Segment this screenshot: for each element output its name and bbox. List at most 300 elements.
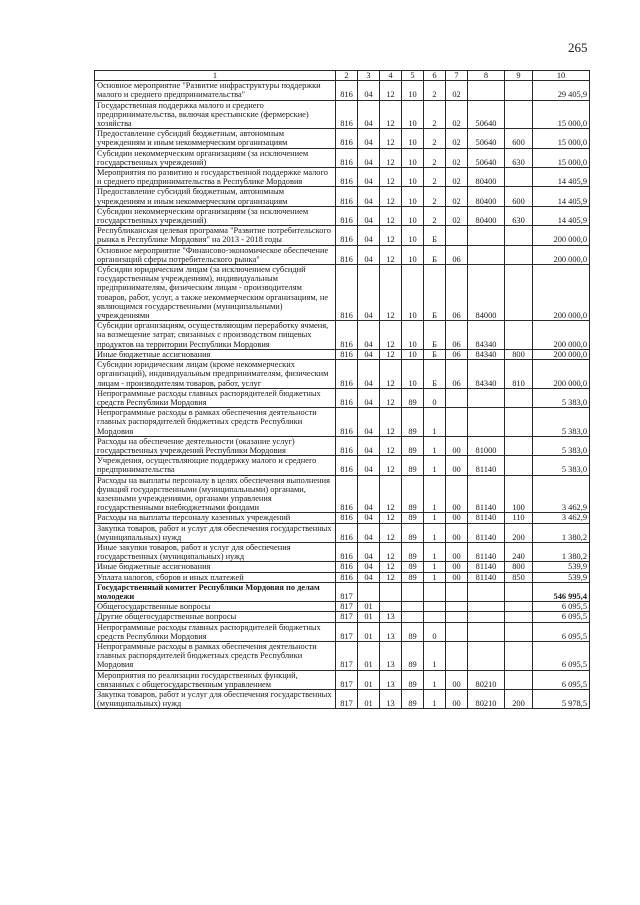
row-code-cell: 04 [358,245,380,264]
row-description: Непрограммные расходы в рамках обеспечения деятельности главных распорядителей бюджетных средств Республики Мордовия [95,641,336,670]
row-code-cell: 600 [505,187,533,206]
row-code-cell: 04 [358,456,380,475]
row-code-cell: 200 [505,690,533,709]
table-row [95,265,590,321]
row-description: Учреждения, осуществляющие поддержку малого и среднего предпринимательства [95,456,336,475]
row-amount: 539,9 [533,572,590,582]
row-amount: 6 095,5 [533,670,590,689]
row-code-cell: Б [424,349,446,359]
table-row [95,408,590,437]
column-header: 1 [95,71,336,81]
row-amount: 6 095,5 [533,612,590,622]
row-description: Субсидии организациям, осуществляющим переработку ячменя, на возмещение затрат, связанных с производством пищевых продуктов на территории Республики Мордовия [95,321,336,350]
row-description: Иные бюджетные ассигнования [95,562,336,572]
table-row [95,321,590,350]
row-code-cell: 04 [358,572,380,582]
row-code-cell: 816 [336,187,358,206]
row-code-cell: 80400 [468,187,505,206]
row-code-cell: 04 [358,206,380,225]
row-code-cell: 50640 [468,129,505,148]
row-code-cell [468,612,505,622]
row-code-cell [446,612,468,622]
row-code-cell: 10 [402,81,424,100]
row-code-cell: 12 [380,562,402,572]
row-description: Закупка товаров, работ и услуг для обеспечения государственных (муниципальных) нужд [95,523,336,542]
row-code-cell: 89 [402,690,424,709]
row-amount: 14 405,9 [533,168,590,187]
row-amount: 200 000,0 [533,360,590,389]
row-code-cell [505,100,533,129]
row-code-cell: 13 [380,622,402,641]
row-code-cell: 04 [358,475,380,513]
table-row [95,349,590,359]
row-code-cell [402,582,424,601]
row-code-cell [505,388,533,407]
row-code-cell: 1 [424,436,446,455]
table-row [95,641,590,670]
row-code-cell [505,456,533,475]
row-code-cell: 2 [424,129,446,148]
column-header: 5 [402,71,424,81]
row-code-cell: 816 [336,562,358,572]
row-code-cell [468,622,505,641]
row-code-cell: 06 [446,360,468,389]
row-code-cell: 12 [380,436,402,455]
row-description: Расходы на выплаты персоналу в целях обеспечения выполнения функций государственными (муниципальными) органами, казенными учреждениями, органами управления государственными внебюджетными фондами [95,475,336,513]
table-row [95,168,590,187]
table-row [95,475,590,513]
page-number: 265 [568,40,588,55]
row-code-cell: 817 [336,641,358,670]
table-row [95,245,590,264]
row-code-cell: 01 [358,670,380,689]
column-header: 4 [380,71,402,81]
row-description: Другие общегосударственные вопросы [95,612,336,622]
row-code-cell: Б [424,321,446,350]
row-code-cell: 00 [446,572,468,582]
row-code-cell: 0 [424,622,446,641]
row-code-cell [468,582,505,601]
row-code-cell: 04 [358,513,380,523]
row-code-cell: 1 [424,641,446,670]
row-amount: 1 380,2 [533,542,590,561]
row-code-cell: 10 [402,226,424,245]
row-amount: 539,9 [533,562,590,572]
table-row [95,388,590,407]
row-code-cell: Б [424,265,446,321]
table-header-row [95,71,590,81]
row-description: Уплата налогов, сборов и иных платежей [95,572,336,582]
row-code-cell: 816 [336,129,358,148]
row-code-cell: 81140 [468,542,505,561]
row-amount: 29 405,9 [533,81,590,100]
row-code-cell: 1 [424,670,446,689]
row-code-cell: 2 [424,100,446,129]
column-header: 8 [468,71,505,81]
table-row [95,582,590,601]
row-code-cell: 816 [336,245,358,264]
row-description: Предоставление субсидий бюджетным, автономным учреждениям и иным некоммерческим организациям [95,129,336,148]
table-row [95,513,590,523]
row-code-cell: 12 [380,360,402,389]
row-code-cell: 89 [402,641,424,670]
row-code-cell: 02 [446,81,468,100]
row-code-cell: 817 [336,670,358,689]
row-code-cell: 12 [380,129,402,148]
row-code-cell: 810 [505,360,533,389]
row-code-cell: 817 [336,622,358,641]
row-code-cell: 04 [358,408,380,437]
row-code-cell: 89 [402,475,424,513]
row-code-cell [505,408,533,437]
row-code-cell: 1 [424,475,446,513]
table-row [95,456,590,475]
row-code-cell: 1 [424,523,446,542]
row-code-cell: 2 [424,148,446,167]
row-code-cell: 12 [380,349,402,359]
row-code-cell: 00 [446,670,468,689]
row-code-cell: 12 [380,321,402,350]
row-code-cell: 01 [358,641,380,670]
row-code-cell: 01 [358,690,380,709]
row-code-cell: 04 [358,321,380,350]
row-code-cell: 1 [424,456,446,475]
row-code-cell: 12 [380,513,402,523]
row-amount: 200 000,0 [533,265,590,321]
row-code-cell: 04 [358,523,380,542]
row-code-cell: 816 [336,226,358,245]
row-code-cell: 50640 [468,148,505,167]
row-code-cell: 00 [446,513,468,523]
row-code-cell: 816 [336,148,358,167]
column-header: 6 [424,71,446,81]
row-code-cell: 80210 [468,690,505,709]
row-code-cell: 81000 [468,436,505,455]
row-code-cell: 84000 [468,265,505,321]
row-amount: 6 095,5 [533,641,590,670]
row-code-cell: 600 [505,129,533,148]
table-row [95,622,590,641]
table-row [95,226,590,245]
row-amount: 5 383,0 [533,436,590,455]
row-code-cell: 06 [446,245,468,264]
row-code-cell: 12 [380,187,402,206]
row-code-cell [446,388,468,407]
row-code-cell: 89 [402,670,424,689]
row-code-cell: 816 [336,475,358,513]
table-row [95,81,590,100]
column-header: 9 [505,71,533,81]
row-code-cell: 89 [402,523,424,542]
row-code-cell: 04 [358,360,380,389]
row-code-cell: 816 [336,168,358,187]
row-code-cell [446,582,468,601]
row-code-cell: 1 [424,572,446,582]
row-code-cell: 04 [358,226,380,245]
row-code-cell: 1 [424,690,446,709]
table-row [95,148,590,167]
row-code-cell: 02 [446,100,468,129]
row-code-cell [505,226,533,245]
row-code-cell: 04 [358,349,380,359]
row-code-cell [468,388,505,407]
row-code-cell: 06 [446,349,468,359]
row-code-cell: 630 [505,206,533,225]
row-code-cell [402,602,424,612]
row-description: Субсидии некоммерческим организациям (за исключением государственных учреждений) [95,206,336,225]
row-code-cell: 81140 [468,523,505,542]
row-code-cell: 10 [402,206,424,225]
row-code-cell [446,408,468,437]
row-amount: 15 000,0 [533,100,590,129]
row-code-cell: 630 [505,148,533,167]
row-code-cell: 81140 [468,572,505,582]
row-code-cell: 10 [402,168,424,187]
row-code-cell: 12 [380,100,402,129]
row-code-cell: 84340 [468,360,505,389]
row-description: Предоставление субсидий бюджетным, автономным учреждениям и иным некоммерческим организациям [95,187,336,206]
row-amount: 15 000,0 [533,129,590,148]
row-code-cell [468,245,505,264]
table-body [95,71,590,709]
row-code-cell: 10 [402,129,424,148]
row-code-cell: 1 [424,542,446,561]
row-amount: 5 383,0 [533,456,590,475]
row-code-cell: 816 [336,436,358,455]
row-code-cell: 80210 [468,670,505,689]
row-code-cell: 13 [380,690,402,709]
table-row [95,436,590,455]
row-code-cell [505,612,533,622]
row-code-cell [446,226,468,245]
row-code-cell: 81140 [468,513,505,523]
row-code-cell: 02 [446,148,468,167]
row-code-cell: 89 [402,513,424,523]
row-code-cell: 89 [402,436,424,455]
row-code-cell: 06 [446,265,468,321]
row-code-cell: 817 [336,602,358,612]
row-amount: 200 000,0 [533,321,590,350]
row-description: Непрограммные расходы главных распорядителей бюджетных средств Республики Мордовия [95,622,336,641]
row-code-cell [424,602,446,612]
row-code-cell [505,168,533,187]
row-amount: 546 995,4 [533,582,590,601]
row-code-cell: 89 [402,456,424,475]
row-description: Расходы на выплаты персоналу казенных учреждений [95,513,336,523]
row-code-cell [446,602,468,612]
row-code-cell: 816 [336,100,358,129]
row-code-cell: 04 [358,562,380,572]
row-amount: 14 405,9 [533,206,590,225]
row-code-cell: 10 [402,360,424,389]
row-description: Мероприятия по реализации государственных функций, связанных с общегосударственным управлением [95,670,336,689]
row-code-cell: 1 [424,513,446,523]
row-code-cell: 00 [446,475,468,513]
row-code-cell: 800 [505,349,533,359]
row-code-cell: 80400 [468,206,505,225]
row-code-cell: 04 [358,100,380,129]
row-code-cell: 89 [402,408,424,437]
row-amount: 14 405,9 [533,187,590,206]
row-amount: 15 000,0 [533,148,590,167]
row-code-cell [446,641,468,670]
row-code-cell: 02 [446,187,468,206]
row-code-cell: 04 [358,168,380,187]
row-description: Государственная поддержка малого и среднего предпринимательства, включая крестьянские (фермерские) хозяйства [95,100,336,129]
row-code-cell: 89 [402,622,424,641]
row-code-cell: 10 [402,100,424,129]
row-code-cell: 10 [402,187,424,206]
row-code-cell: 12 [380,206,402,225]
table-row [95,572,590,582]
row-code-cell: 100 [505,475,533,513]
row-code-cell: 800 [505,562,533,572]
table-row [95,542,590,561]
row-code-cell [505,321,533,350]
table-row [95,206,590,225]
row-code-cell: Б [424,226,446,245]
row-code-cell: 10 [402,321,424,350]
row-code-cell: 81140 [468,475,505,513]
row-code-cell: 816 [336,572,358,582]
row-code-cell: 12 [380,542,402,561]
table-row [95,360,590,389]
table-row [95,670,590,689]
row-code-cell: 04 [358,187,380,206]
row-code-cell: 04 [358,265,380,321]
row-code-cell: 816 [336,408,358,437]
row-code-cell: 13 [380,670,402,689]
row-code-cell: 89 [402,388,424,407]
budget-table [94,70,590,709]
row-code-cell: 02 [446,206,468,225]
row-code-cell: 816 [336,388,358,407]
table-row [95,612,590,622]
row-code-cell [468,226,505,245]
row-code-cell: 817 [336,582,358,601]
row-code-cell: 02 [446,129,468,148]
row-code-cell [505,602,533,612]
row-code-cell: 2 [424,206,446,225]
row-code-cell: 10 [402,245,424,264]
row-code-cell [468,602,505,612]
row-code-cell: 00 [446,456,468,475]
row-code-cell [505,81,533,100]
row-code-cell: 816 [336,360,358,389]
row-code-cell: 12 [380,148,402,167]
row-code-cell: 816 [336,349,358,359]
table-row [95,562,590,572]
row-code-cell: 00 [446,690,468,709]
row-code-cell: 13 [380,641,402,670]
row-code-cell: 110 [505,513,533,523]
row-code-cell [505,582,533,601]
row-amount: 200 000,0 [533,349,590,359]
row-code-cell: 89 [402,542,424,561]
row-code-cell: 00 [446,436,468,455]
row-code-cell: 01 [358,602,380,612]
row-code-cell: 81140 [468,456,505,475]
column-header: 3 [358,71,380,81]
row-description: Республиканская целевая программа "Развитие потребительского рынка в Республике Мордовия" на 2013 - 2018 годы [95,226,336,245]
row-code-cell: 10 [402,148,424,167]
row-code-cell: 816 [336,265,358,321]
row-code-cell: 04 [358,129,380,148]
row-code-cell: 12 [380,226,402,245]
row-code-cell [424,612,446,622]
row-description: Субсидии некоммерческим организациям (за исключением государственных учреждений) [95,148,336,167]
row-code-cell: 816 [336,321,358,350]
row-code-cell: 850 [505,572,533,582]
row-code-cell [468,408,505,437]
row-code-cell: 2 [424,81,446,100]
row-code-cell: 817 [336,690,358,709]
row-code-cell: 00 [446,523,468,542]
row-code-cell: 12 [380,523,402,542]
row-code-cell [505,265,533,321]
table-row [95,187,590,206]
row-code-cell: 816 [336,456,358,475]
table-row [95,100,590,129]
table-row [95,602,590,612]
row-code-cell [505,436,533,455]
row-code-cell: 12 [380,475,402,513]
row-code-cell: 816 [336,206,358,225]
row-code-cell: 06 [446,321,468,350]
row-code-cell: Б [424,245,446,264]
row-code-cell: 12 [380,408,402,437]
row-amount: 6 095,5 [533,622,590,641]
row-code-cell [505,670,533,689]
row-code-cell: 89 [402,562,424,572]
column-header: 2 [336,71,358,81]
row-code-cell: 04 [358,81,380,100]
row-description: Общегосударственные вопросы [95,602,336,612]
row-code-cell [380,582,402,601]
row-code-cell: 00 [446,562,468,572]
row-code-cell: 13 [380,612,402,622]
row-code-cell: 04 [358,148,380,167]
row-code-cell: 816 [336,542,358,561]
row-code-cell: 816 [336,81,358,100]
row-description: Государственный комитет Республики Мордовия по делам молодежи [95,582,336,601]
row-code-cell: 1 [424,562,446,572]
row-description: Иные бюджетные ассигнования [95,349,336,359]
column-header: 10 [533,71,590,81]
row-amount: 3 462,9 [533,475,590,513]
row-code-cell: 240 [505,542,533,561]
row-code-cell: 2 [424,168,446,187]
row-code-cell: 80400 [468,168,505,187]
row-code-cell: 84340 [468,321,505,350]
row-code-cell: 200 [505,523,533,542]
row-code-cell: 12 [380,456,402,475]
row-code-cell [380,602,402,612]
row-code-cell: 01 [358,622,380,641]
row-code-cell: 0 [424,388,446,407]
row-code-cell: 12 [380,245,402,264]
row-code-cell: 816 [336,513,358,523]
row-amount: 5 978,5 [533,690,590,709]
row-code-cell: 12 [380,168,402,187]
row-code-cell: 1 [424,408,446,437]
row-code-cell: 12 [380,81,402,100]
row-code-cell [424,582,446,601]
row-description: Основное мероприятие "Развитие инфраструктуры поддержки малого и среднего предпринимательства" [95,81,336,100]
row-description: Мероприятия по развитию и государственной поддержке малого и среднего предпринимательства в Республике Мордовия [95,168,336,187]
row-description: Закупка товаров, работ и услуг для обеспечения государственных (муниципальных) нужд [95,690,336,709]
row-description: Основное мероприятие "Финансово-экономическое обеспечение организаций сферы потребительского рынка" [95,245,336,264]
